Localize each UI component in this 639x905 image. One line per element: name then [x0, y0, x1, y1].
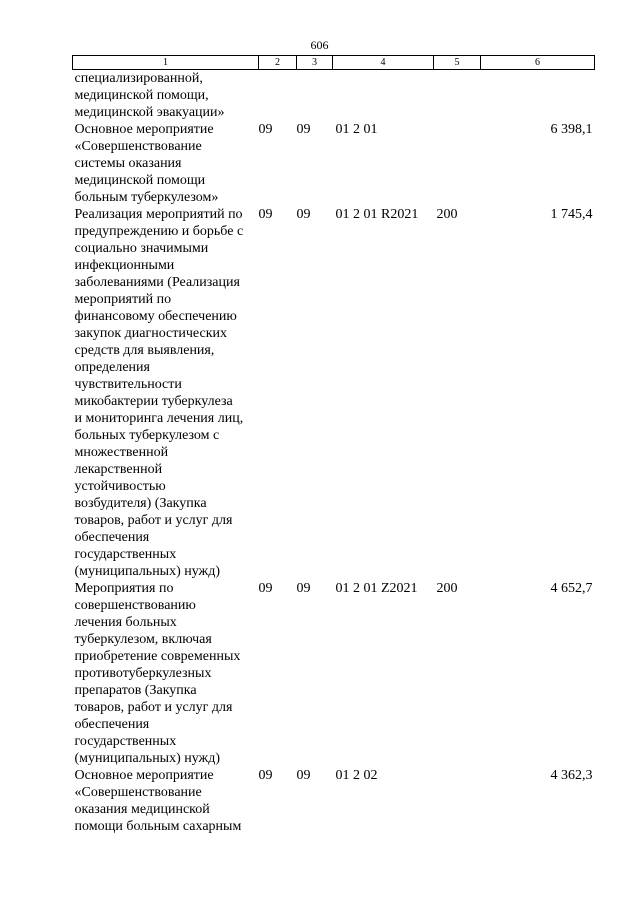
row-name-line: средств для выявления, — [74, 343, 215, 358]
header-col-2: 2 — [259, 56, 297, 70]
row-name-line: финансовому обеспечению — [74, 309, 237, 324]
row-section: 09 — [258, 581, 273, 596]
header-row — [73, 56, 595, 70]
row-section: 09 — [258, 122, 273, 137]
row-name-line: противотуберкулезных — [74, 666, 212, 681]
row-subsection — [297, 70, 333, 122]
row-section: 09 — [258, 768, 273, 783]
row-name-line: возбудителя) (Закупка — [74, 496, 207, 511]
table-body — [73, 70, 595, 836]
row-name-line: «Совершенствование — [74, 139, 202, 154]
row-name — [73, 580, 259, 767]
row-name-line: микобактерии туберкулеза — [74, 394, 233, 409]
row-name-line: специализированной, — [74, 71, 203, 86]
page-number: 606 — [310, 38, 329, 52]
row-name-line: обеспечения — [74, 530, 150, 545]
row-target-code: 01 2 02 — [335, 768, 378, 783]
row-name-line: препаратов (Закупка — [74, 683, 197, 698]
row-amount — [481, 70, 595, 122]
row-name-line: больным туберкулезом» — [74, 190, 219, 205]
row-subsection: 09 — [296, 122, 311, 137]
row-name-line: системы оказания — [74, 156, 182, 171]
table-row — [73, 206, 595, 580]
row-amount: 4 652,7 — [550, 581, 593, 596]
row-name-line: мероприятий по — [74, 292, 172, 307]
row-name-line: больных туберкулезом с — [74, 428, 220, 443]
row-subsection: 09 — [296, 581, 311, 596]
row-name-line: Мероприятия по — [74, 581, 174, 596]
row-target-code — [333, 70, 434, 122]
row-expense-type: 200 — [436, 207, 458, 222]
row-name-line: государственных — [74, 734, 177, 749]
row-expense-type — [434, 121, 481, 206]
row-expense-type — [434, 767, 481, 835]
row-name-line: туберкулезом, включая — [74, 632, 212, 647]
row-name-line: заболеваниями (Реализация — [74, 275, 240, 290]
row-expense-type — [434, 70, 481, 122]
row-name-line: обеспечения — [74, 717, 150, 732]
row-section — [259, 70, 297, 122]
row-amount: 1 745,4 — [550, 207, 593, 222]
table-row — [73, 70, 595, 122]
row-name-line: (муниципальных) нужд) — [74, 751, 221, 766]
row-name-line: социально значимыми — [74, 241, 209, 256]
row-name — [73, 121, 259, 206]
row-name-line: Основное мероприятие — [74, 768, 214, 783]
header-col-1: 1 — [73, 56, 259, 70]
table-row — [73, 580, 595, 767]
row-name-line: Основное мероприятие — [74, 122, 214, 137]
row-name-line: совершенствованию — [74, 598, 196, 613]
row-subsection: 09 — [296, 768, 311, 783]
row-name-line: лекарственной — [74, 462, 163, 477]
row-name-line: Реализация мероприятий по — [74, 207, 243, 222]
table-header — [73, 56, 595, 70]
row-name-line: чувствительности — [74, 377, 182, 392]
table-row — [73, 767, 595, 835]
row-expense-type: 200 — [436, 581, 458, 596]
budget-table — [72, 55, 595, 835]
row-name-line: приобретение современных — [74, 649, 241, 664]
row-name-line: лечения больных — [74, 615, 177, 630]
row-name-line: помощи больным сахарным — [74, 819, 242, 834]
row-name-line: предупреждению и борьбе с — [74, 224, 244, 239]
row-name-line: устойчивостью — [74, 479, 166, 494]
row-name-line: медицинской помощи — [74, 173, 206, 188]
row-target-code: 01 2 01 Z2021 — [335, 581, 418, 596]
row-name-line: (муниципальных) нужд) — [74, 564, 221, 579]
row-amount: 6 398,1 — [550, 122, 593, 137]
row-name — [73, 70, 259, 122]
row-name-line: и мониторинга лечения лиц, — [74, 411, 244, 426]
row-target-code: 01 2 01 — [335, 122, 378, 137]
row-name-line: оказания медицинской — [74, 802, 210, 817]
header-col-4: 4 — [333, 56, 434, 70]
table-row — [73, 121, 595, 206]
row-name-line: товаров, работ и услуг для — [74, 513, 233, 528]
row-name-line: медицинской эвакуации» — [74, 105, 225, 120]
row-subsection: 09 — [296, 207, 311, 222]
row-name-line: государственных — [74, 547, 177, 562]
header-col-6: 6 — [481, 56, 595, 70]
row-name-line: определения — [74, 360, 150, 375]
row-target-code: 01 2 01 R2021 — [335, 207, 419, 222]
row-name — [73, 206, 259, 580]
row-name-line: закупок диагностических — [74, 326, 227, 341]
row-name-line: товаров, работ и услуг для — [74, 700, 233, 715]
row-section: 09 — [258, 207, 273, 222]
row-name-line: инфекционными — [74, 258, 175, 273]
row-name-line: «Совершенствование — [74, 785, 202, 800]
row-amount: 4 362,3 — [550, 768, 593, 783]
header-col-5: 5 — [434, 56, 481, 70]
row-name — [73, 767, 259, 835]
row-name-line: множественной — [74, 445, 169, 460]
header-col-3: 3 — [297, 56, 333, 70]
row-name-line: медицинской помощи, — [74, 88, 209, 103]
